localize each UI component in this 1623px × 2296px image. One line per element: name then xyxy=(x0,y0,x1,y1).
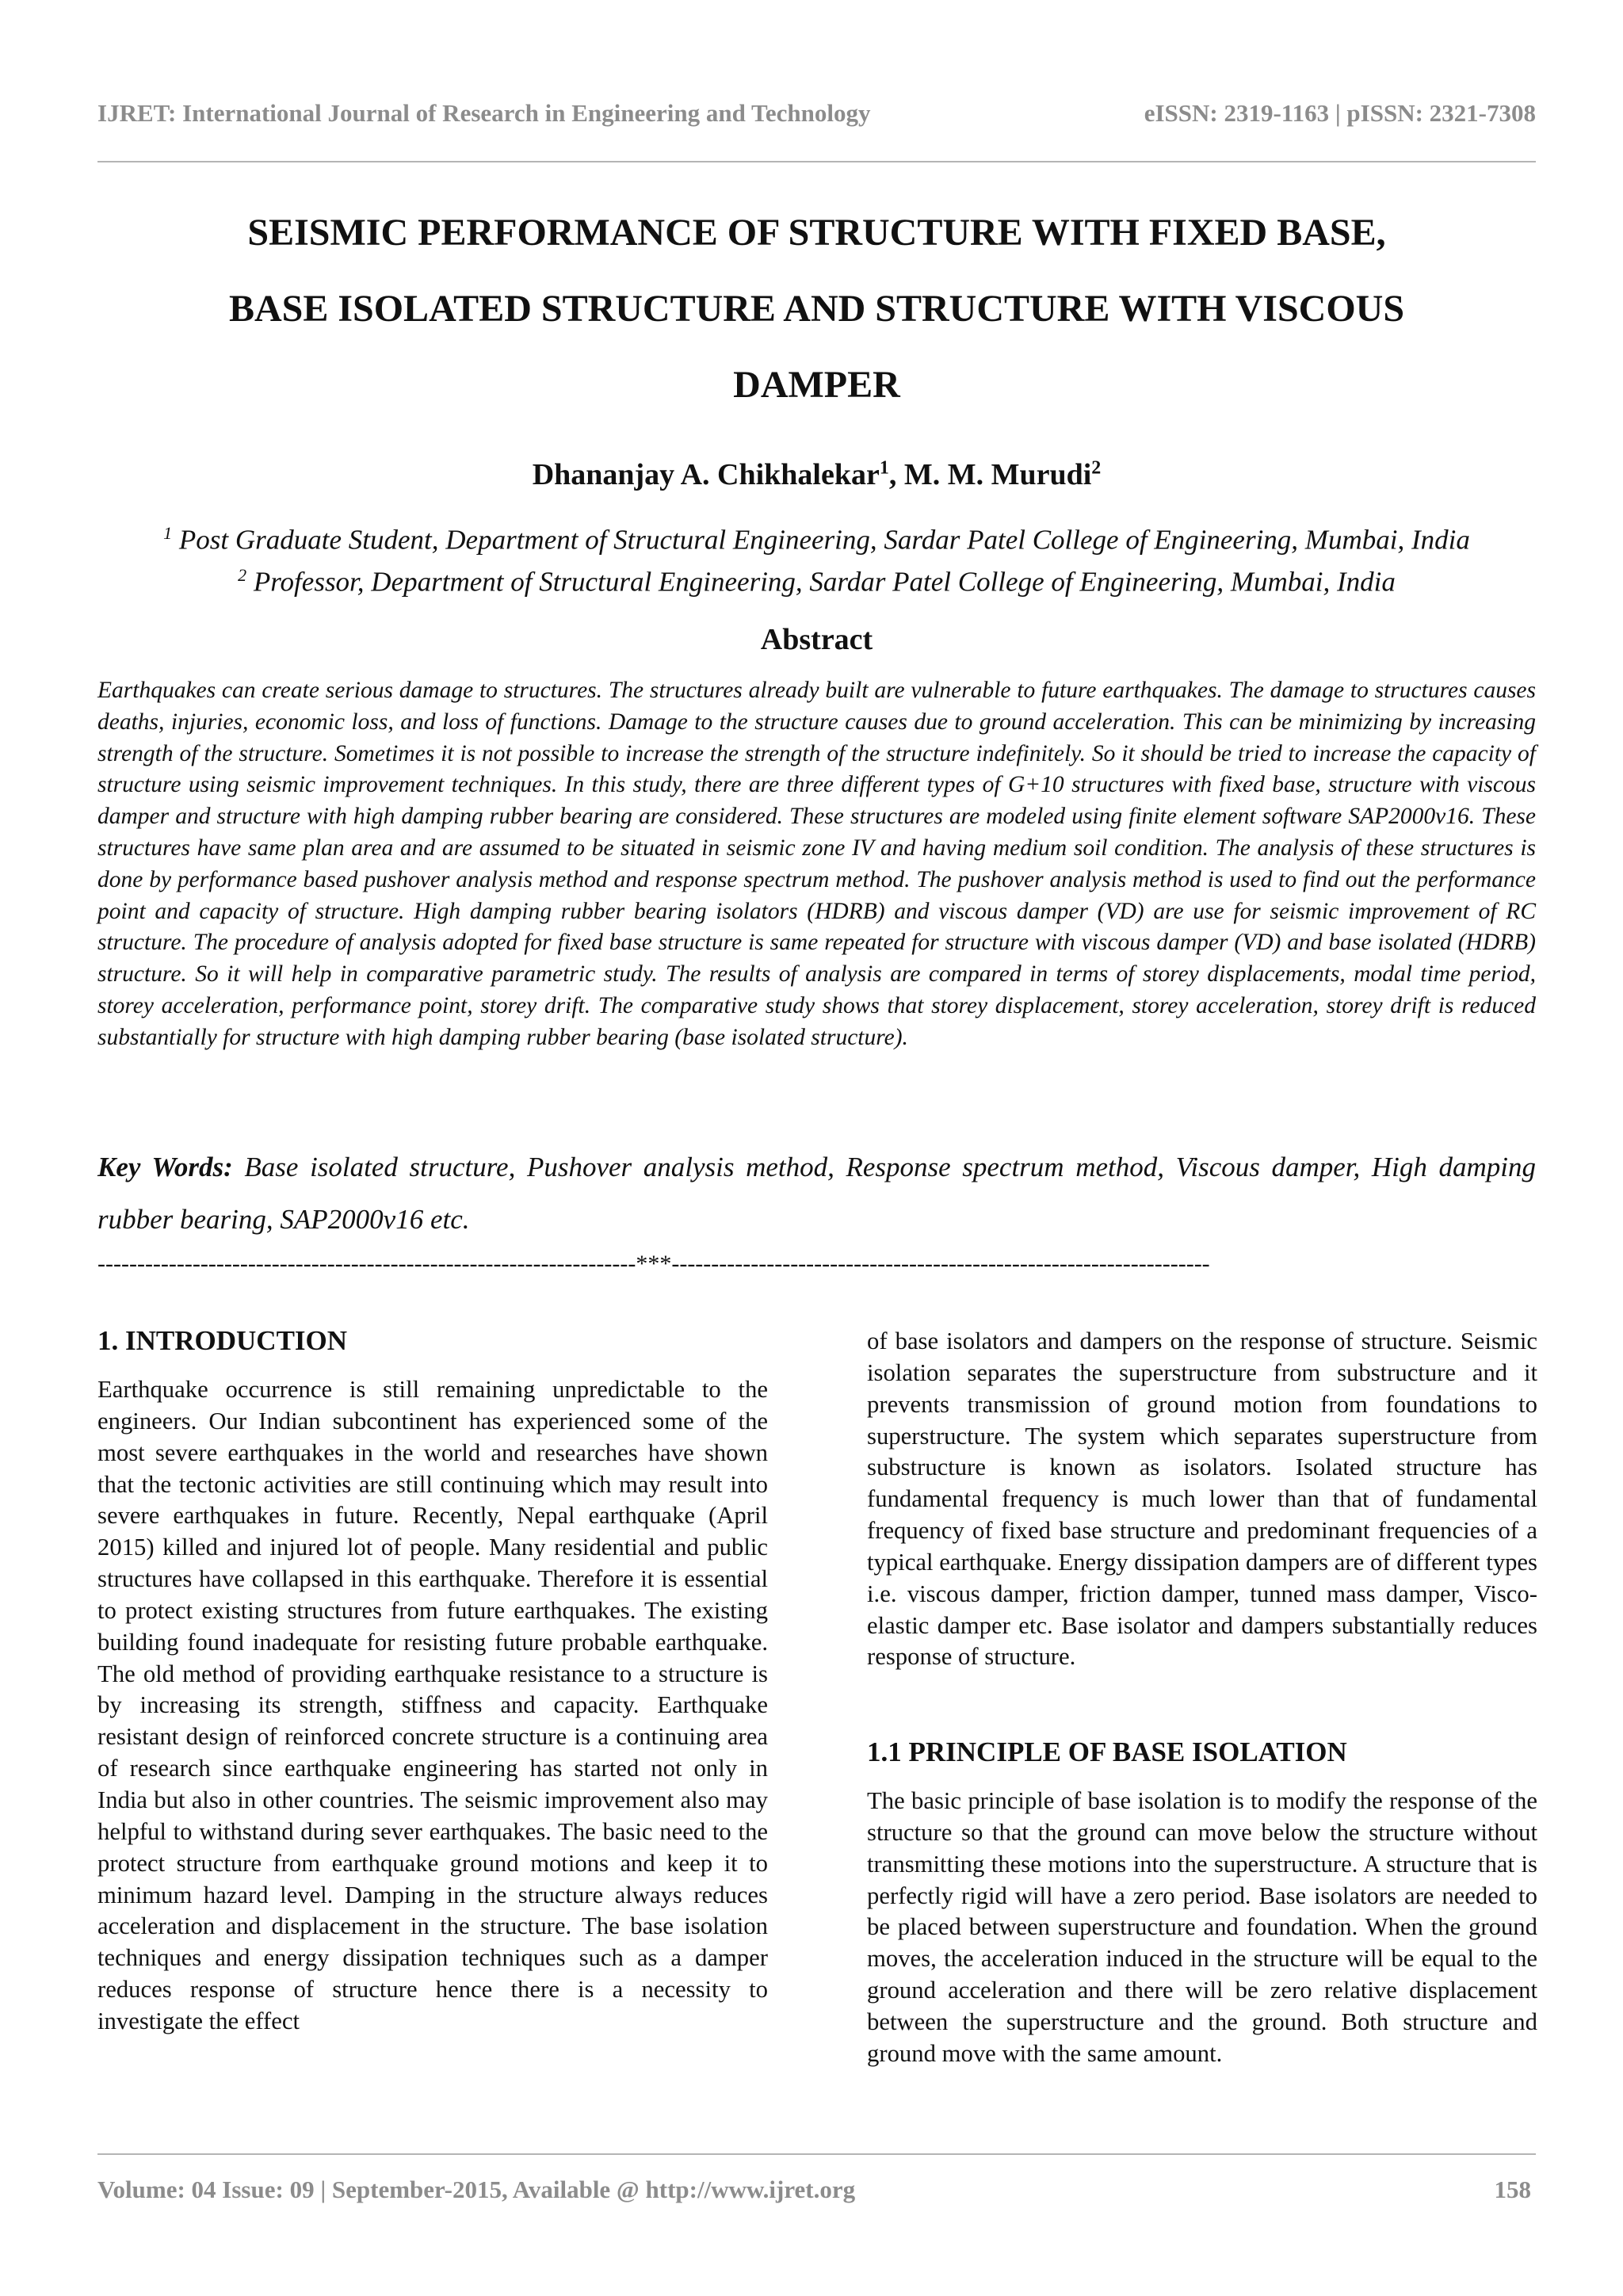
keywords-label: Key Words: xyxy=(97,1152,233,1182)
right-column-para-1 xyxy=(867,1326,1537,1673)
title-line-3: DAMPER xyxy=(733,364,900,406)
right-paragraph-1: of base isolators and dampers on the response of structure. Seismic isolation separates the superstructure from substructure and it prevents transmission of ground motion from foundations to superstructure. The system which separates superstructure from substructure is known as isolators. Isolated structure has fundamental frequency is much lower than that of fundamental frequency of fixed base structure and predominant frequencies of a typical earthquake. Energy dissipation dampers are of different types i.e. viscous damper, friction damper, tunned mass damper, Visco-elastic damper etc. Base isolator and dampers substantially reduces response of structure. xyxy=(867,1328,1537,1671)
author-2-sup: 2 xyxy=(1091,457,1102,479)
author-separator: , xyxy=(888,458,904,491)
authors xyxy=(97,457,1536,492)
abstract-heading: Abstract xyxy=(760,623,873,656)
abstract-body: Earthquakes can create serious damage to structures. The structures already built are vulnerable to future earthquakes. The damage to structures causes deaths, injuries, economic loss, and loss of functions. Damage to the structure causes due to ground acceleration. This can be minimizing by increasing strength of the structure. Sometimes it is not possible to increase the strength of the structure indefinitely. So it should be tried to increase the capacity of structure using seismic improvement techniques. In this study, there are three different types of G+10 structures with fixed base, structure with viscous damper and structure with high damping rubber bearing are considered. These structures are modeled using finite element software SAP2000v16. These structures have same plan area and are assumed to be situated in seismic zone IV and having medium soil condition. The analysis of these structures is done by performance based pushover analysis method and response spectrum method. The pushover analysis method is used to find out the performance point and capacity of structure. High damping rubber bearing isolators (HDRB) and viscous damper (VD) are use for seismic improvement of RC structure. The procedure of analysis adopted for fixed base structure is same repeated for structure with viscous damper (VD) and base isolated (HDRB) structure. So it will help in comparative parametric study. The results of analysis are compared in terms of storey displacements, modal time period, storey acceleration, performance point, storey drift. The comparative study shows that storey displacement, storey acceleration, storey drift is reduced substantially for structure with high damping rubber bearing (base isolated structure). xyxy=(97,678,1536,1050)
author-1: Dhananjay A. Chikhalekar xyxy=(532,458,880,491)
base-isolation-heading: 1.1 PRINCIPLE OF BASE ISOLATION xyxy=(867,1736,1347,1767)
affiliation-1-text: Post Graduate Student, Department of Structural Engineering, Sardar Patel College of Engineering, Mumbai, India xyxy=(178,524,1470,556)
page-number: 158 xyxy=(1494,2176,1531,2203)
affiliation-2 xyxy=(97,558,1536,600)
author-2: M. M. Murudi xyxy=(903,458,1092,491)
paper-title xyxy=(97,195,1536,423)
right-column-para-2 xyxy=(867,1786,1537,2070)
keywords-text: Base isolated structure, Pushover analysis method, Response spectrum method, Viscous damper, High damping rubber bearing, SAP2000v16 etc. xyxy=(97,1152,1536,1235)
title-line-2: BASE ISOLATED STRUCTURE AND STRUCTURE WITH VISCOUS xyxy=(228,288,1405,330)
affiliation-2-text: Professor, Department of Structural Engineering, Sardar Patel College of Engineering, Mumbai, India xyxy=(253,566,1396,598)
right-paragraph-2: The basic principle of base isolation is to modify the response of the structure so that the ground can move below the structure without transmitting these motions into the superstructure. A structure that is perfectly rigid will have a zero period. Base isolators are needed to be placed between superstructure and foundation. When the ground moves, the acceleration induced in the structure will be equal to the ground acceleration and there will be zero relative displacement between the superstructure and the ground. Both structure and ground move with the same amount. xyxy=(867,1787,1537,2067)
author-1-sup: 1 xyxy=(879,457,889,479)
affiliation-1 xyxy=(97,516,1536,558)
footer-rule xyxy=(97,2153,1536,2155)
affiliation-2-sup: 2 xyxy=(238,564,247,585)
introduction-body xyxy=(97,1374,768,2038)
header-rule xyxy=(97,161,1536,162)
issn: eISSN: 2319-1163 | pISSN: 2321-7308 xyxy=(1144,99,1536,127)
introduction-heading: 1. INTRODUCTION xyxy=(97,1325,348,1356)
footer-volume: Volume: 04 Issue: 09 | September-2015, Available @ http://www.ijret.org xyxy=(97,2176,856,2203)
section-separator: --------------------------------------------------------------------***-------------------------------------------------------------------- xyxy=(97,1251,1210,1277)
introduction-paragraph: Earthquake occurrence is still remaining unpredictable to the engineers. Our Indian subcontinent has experienced some of the most severe earthquakes in the world and researches have shown that the tectonic activities are still continuing which may result into severe earthquakes in future. Recently, Nepal earthquake (April 2015) killed and injured lot of people. Many residential and public structures have collapsed in this earthquake. Therefore it is essential to protect existing structures from future earthquakes. The existing building found inadequate for resisting future probable earthquake. The old method of providing earthquake resistance to a structure is by increasing its strength, stiffness and capacity. Earthquake resistant design of reinforced concrete structure is a continuing area of research since earthquake engineering has started not only in India but also in other countries. The seismic improvement also may helpful to withstand during sever earthquakes. The basic need to the protect structure from earthquake ground motions and keep it to minimum hazard level. Damping in the structure always reduces acceleration and displacement in the structure. The base isolation techniques and energy dissipation techniques such as a damper reduces response of structure hence there is a necessity to investigate the effect xyxy=(97,1376,768,2034)
affiliation-1-sup: 1 xyxy=(163,523,173,543)
keywords xyxy=(97,1141,1536,1246)
affiliations xyxy=(97,516,1536,599)
title-line-1: SEISMIC PERFORMANCE OF STRUCTURE WITH FIXED BASE, xyxy=(247,212,1386,254)
journal-name: IJRET: International Journal of Research in Engineering and Technology xyxy=(97,99,871,127)
